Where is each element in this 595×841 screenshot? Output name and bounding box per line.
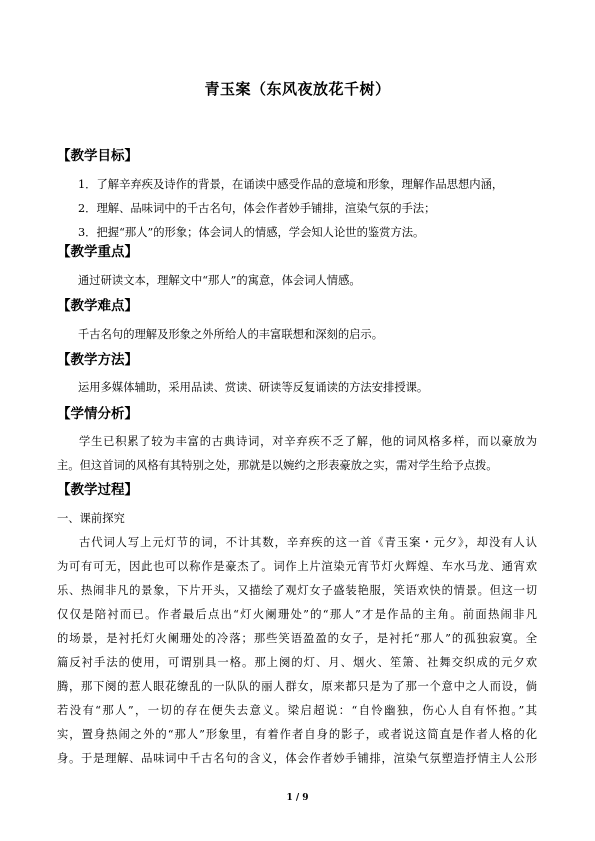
page-number: 1 / 9 <box>286 793 309 803</box>
key-points-text: 通过研读文本，理解文中“那人”的寓意，体会词人情感。 <box>78 274 361 287</box>
process-line-10: 身。于是理解、品味词中千古名句的含义，体会作者妙手铺排，渲染气氛塑造抒情主人公形 <box>57 752 537 765</box>
process-line-5: 的场景，是衬托灯火阑珊处的冷落；那些笑语盈盈的女子，是衬托“那人”的孤独寂寞。全 <box>57 632 537 645</box>
process-line-4: 仅仅是陪衬而已。作者最后点出“灯火阑珊处”的“那人”才是作品的主角。前面热闹非凡 <box>57 608 537 621</box>
process-line-3: 乐、热闹非凡的景象，下片开头，又描绘了观灯女子盛装艳服，笑语欢快的情景。但这一切 <box>57 584 537 597</box>
section-heading-process: 【教学过程】 <box>57 482 138 498</box>
page-title: 青玉案（东风夜放花千树） <box>204 80 391 98</box>
goal-item-1: 1．了解辛弃疾及诗作的背景，在诵读中感受作品的意境和形象，理解作品思想内涵， <box>78 178 504 191</box>
process-line-9: 实，置身热闹之外的“那人”形象里，有着作者自身的影子，或者说这简直是作者人格的化 <box>57 728 537 741</box>
section-heading-difficulties: 【教学难点】 <box>57 298 138 314</box>
process-subheading: 一、课前探究 <box>57 512 125 525</box>
process-line-8: 若没有“那人”，一切的存在便失去意义。梁启超说：“自怜幽独，伤心人自有怀抱。”其 <box>57 704 537 717</box>
analysis-line-1: 学生已积累了较为丰富的古典诗词，对辛弃疾不乏了解，他的词风格多样，而以豪放为 <box>79 435 537 448</box>
methods-text: 运用多媒体辅助，采用品读、赏读、研读等反复诵读的方法安排授课。 <box>78 381 429 394</box>
section-heading-key-points: 【教学重点】 <box>57 244 138 260</box>
section-heading-methods: 【教学方法】 <box>57 352 138 368</box>
process-line-7: 腾，那下阕的惹人眼花缭乱的一队队的丽人群女，原来都只是为了那一个意中之人而设，倘 <box>57 680 537 693</box>
analysis-line-2: 主。但这首词的风格有其特别之处，那就是以婉约之形表豪放之实，需对学生给予点拨。 <box>57 459 498 472</box>
goal-item-3: 3．把握“那人”的形象；体会词人的情感，学会知人论世的鉴赏方法。 <box>78 226 425 239</box>
process-line-1: 古代词人写上元灯节的词，不计其数，辛弃疾的这一首《青玉案・元夕》，却没有人认 <box>79 536 537 549</box>
process-line-6: 篇反衬手法的使用，可谓别具一格。那上阕的灯、月、烟火、笙箫、社舞交织成的元夕欢 <box>57 656 537 669</box>
difficulties-text: 千古名句的理解及形象之外所给人的丰富联想和深刻的启示。 <box>78 328 384 341</box>
section-heading-goals: 【教学目标】 <box>57 148 138 164</box>
section-heading-analysis: 【学情分析】 <box>57 406 138 422</box>
goal-item-2: 2．理解、品味词中的千古名句，体会作者妙手铺排，渲染气氛的手法； <box>78 202 436 215</box>
process-line-2: 为可有可无，因此也可以称作是豪杰了。词作上片渲染元宵节灯火辉煌、车水马龙、通宵欢 <box>57 560 537 573</box>
